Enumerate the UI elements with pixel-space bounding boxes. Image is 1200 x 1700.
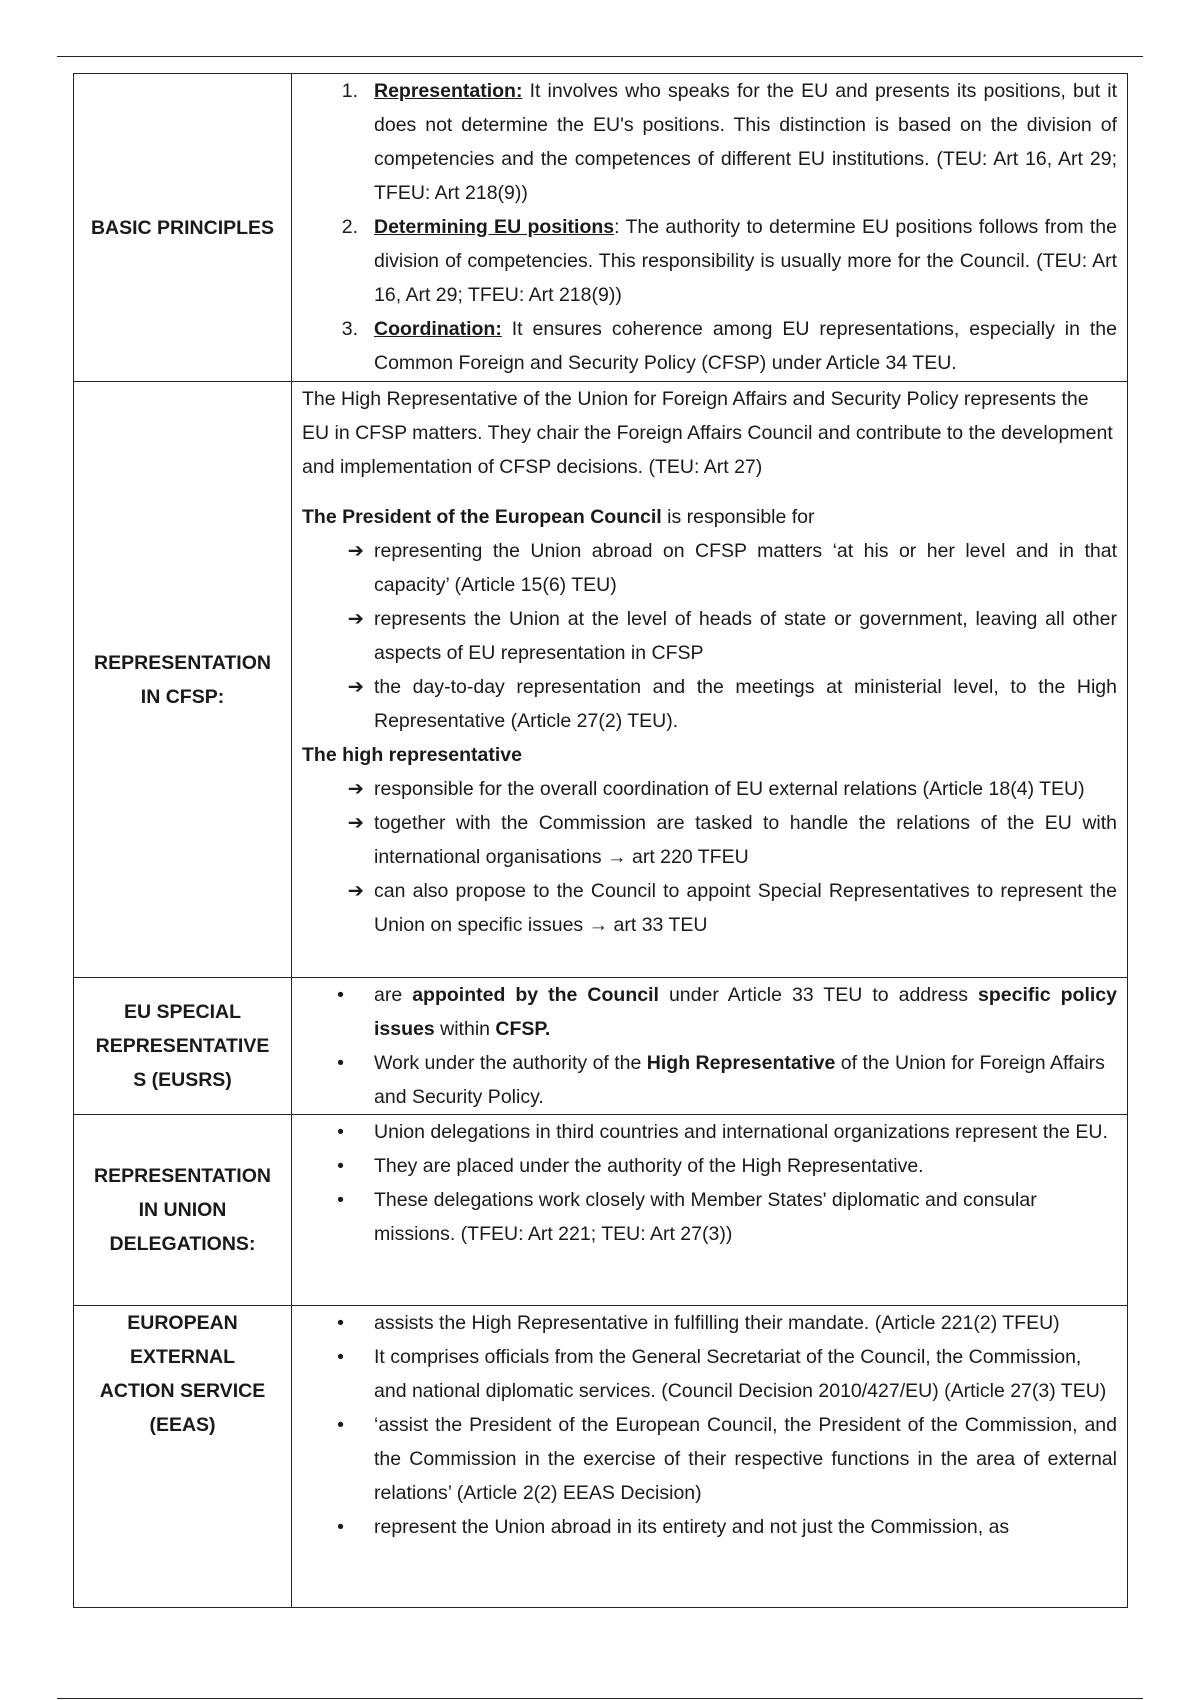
arrow-icon: ➔ [347,608,364,630]
label-line: EU SPECIAL [123,1001,242,1023]
item-number: 3. [341,318,358,340]
item-number: 1. [341,80,358,102]
item-term: Representation: [374,80,523,102]
label-line: EUROPEAN [127,1312,238,1334]
item-text: the day-to-day representation and the meetings at ministerial level, to the High Representative (Article 27(2) TEU). [374,676,1117,732]
bullet-icon: • [337,1312,344,1334]
list-item: • are appointed by the Council under Article 33 TEU to address specific policy issues within CFSP. [302,978,1117,1046]
item-text: representing the Union abroad on CFSP matters ‘at his or her level and in that capacity’ (Article 15(6) TEU) [374,540,1117,596]
hr-heading: The high representative [302,744,522,766]
item-term: Determining EU positions [374,216,615,238]
bullet-icon: • [337,1516,344,1538]
label-line: (EEAS) [149,1414,216,1436]
row-union-delegations [74,1115,1128,1306]
label-line: EXTERNAL [129,1346,236,1368]
item-term: Coordination: [374,318,502,340]
top-rule [57,56,1143,57]
item-text: assists the High Representative in fulfilling their mandate. (Article 221(2) TFEU) [374,1312,1060,1334]
arrow-icon: ➔ [347,880,364,902]
list-item [302,670,1117,738]
president-line [302,500,1117,534]
arrow-icon: ➔ [347,540,364,562]
item-text: together with the Commission are tasked to handle the relations of the EU with international organisations → art 220 TFEU [374,812,1117,868]
list-item [302,74,1117,210]
row-basic-principles [74,74,1128,382]
list-item [302,1340,1117,1408]
bullet-icon: • [337,1346,344,1368]
row-representation-cfsp [74,382,1128,978]
list-item [302,1408,1117,1510]
bullet-icon: • [337,1155,344,1177]
item-text: ‘assist the President of the European Council, the President of the Commission, and the Commission in the exercise of their respective functions in the area of external relations’ (Article 2(2) EEAS Decision) [374,1414,1117,1504]
label-text: BASIC PRINCIPLES [90,216,275,239]
label-line: REPRESENTATIVE [95,1035,270,1057]
content-eusrs [292,978,1128,1115]
label-eeas [74,1306,292,1608]
arrow-icon: ➔ [347,676,364,698]
arrow-icon: ➔ [347,778,364,800]
list-item [302,1306,1117,1340]
list-item [302,806,1117,874]
list-item [302,772,1117,806]
item-text: They are placed under the authority of the High Representative. [374,1155,924,1177]
label-line: ACTION SERVICE [99,1380,266,1402]
list-item [302,312,1117,380]
list-item [302,602,1117,670]
item-text: : The authority to determine EU positions follows from the division of competencies. This responsibility is usually more for the Council. (TEU: Art 16, Art 29; TFEU: Art 218(9)) [374,216,1117,306]
label-line: DELEGATIONS: [109,1233,256,1255]
content-eeas [292,1306,1128,1608]
president-heading: The President of the European Council [302,506,662,528]
item-number: 2. [341,216,358,238]
content-basic-principles [292,74,1128,382]
label-union-delegations [74,1115,292,1306]
item-text: It involves who speaks for the EU and presents its positions, but it does not determine the EU's positions. This distinction is based on the division of competencies and the competences of different EU institutions. (TEU: Art 16, Art 29; TFEU: Art 218(9)) [374,80,1117,204]
content-representation-cfsp [292,382,1128,978]
content-union-delegations [292,1115,1128,1306]
list-item: • Work under the authority of the High Representative of the Union for Foreign Affairs and Security Policy. [302,1046,1117,1114]
item-text: represents the Union at the level of heads of state or government, leaving all other aspects of EU representation in CFSP [374,608,1117,664]
bullet-icon: • [337,1121,344,1143]
item-text: It comprises officials from the General Secretariat of the Council, the Commission, and national diplomatic services. (Council Decision 2010/427/EU) (Article 27(3) TEU) [374,1346,1107,1402]
list-item [302,1149,1117,1183]
bullet-icon: • [337,1052,344,1074]
principles-table [73,73,1128,1608]
bullet-icon: • [337,1189,344,1211]
item-text: responsible for the overall coordination of EU external relations (Article 18(4) TEU) [374,778,1085,800]
bullet-icon: • [337,984,344,1006]
label-line: IN UNION [138,1199,227,1221]
item-text: can also propose to the Council to appoint Special Representatives to represent the Union on specific issues → art 33 TEU [374,880,1117,936]
item-text: represent the Union abroad in its entirety and not just the Commission, as [374,1516,1010,1538]
label-eusrs [74,978,292,1115]
item-text: It ensures coherence among EU representations, especially in the Common Foreign and Security Policy (CFSP) under Article 34 TEU. [374,318,1117,374]
label-line: REPRESENTATION [94,651,271,674]
cfsp-intro: The High Representative of the Union for Foreign Affairs and Security Policy represents the EU in CFSP matters. They chair the Foreign Affairs Council and contribute to the development and implementation of CFSP decisions. (TEU: Art 27) [302,388,1113,478]
president-suffix: is responsible for [661,506,815,528]
bullet-icon: • [337,1414,344,1436]
arrow-icon: ➔ [347,812,364,834]
label-representation-cfsp [74,382,292,978]
list-item [302,210,1117,312]
item-text: Union delegations in third countries and international organizations represent the EU. [374,1121,1108,1143]
bottom-rule [57,1698,1143,1699]
row-eeas [74,1306,1128,1608]
label-line: S (EUSRS) [133,1069,232,1091]
list-item [302,1510,1117,1544]
list-item [302,1115,1117,1149]
list-item [302,874,1117,942]
list-item [302,1183,1117,1251]
label-line: REPRESENTATION [94,1165,271,1187]
row-eusrs [74,978,1128,1115]
item-text: These delegations work closely with Member States' diplomatic and consular missions. (TFEU: Art 221; TEU: Art 27(3)) [374,1189,1037,1245]
label-line: IN CFSP: [140,685,225,708]
label-basic-principles [74,74,292,382]
list-item [302,534,1117,602]
